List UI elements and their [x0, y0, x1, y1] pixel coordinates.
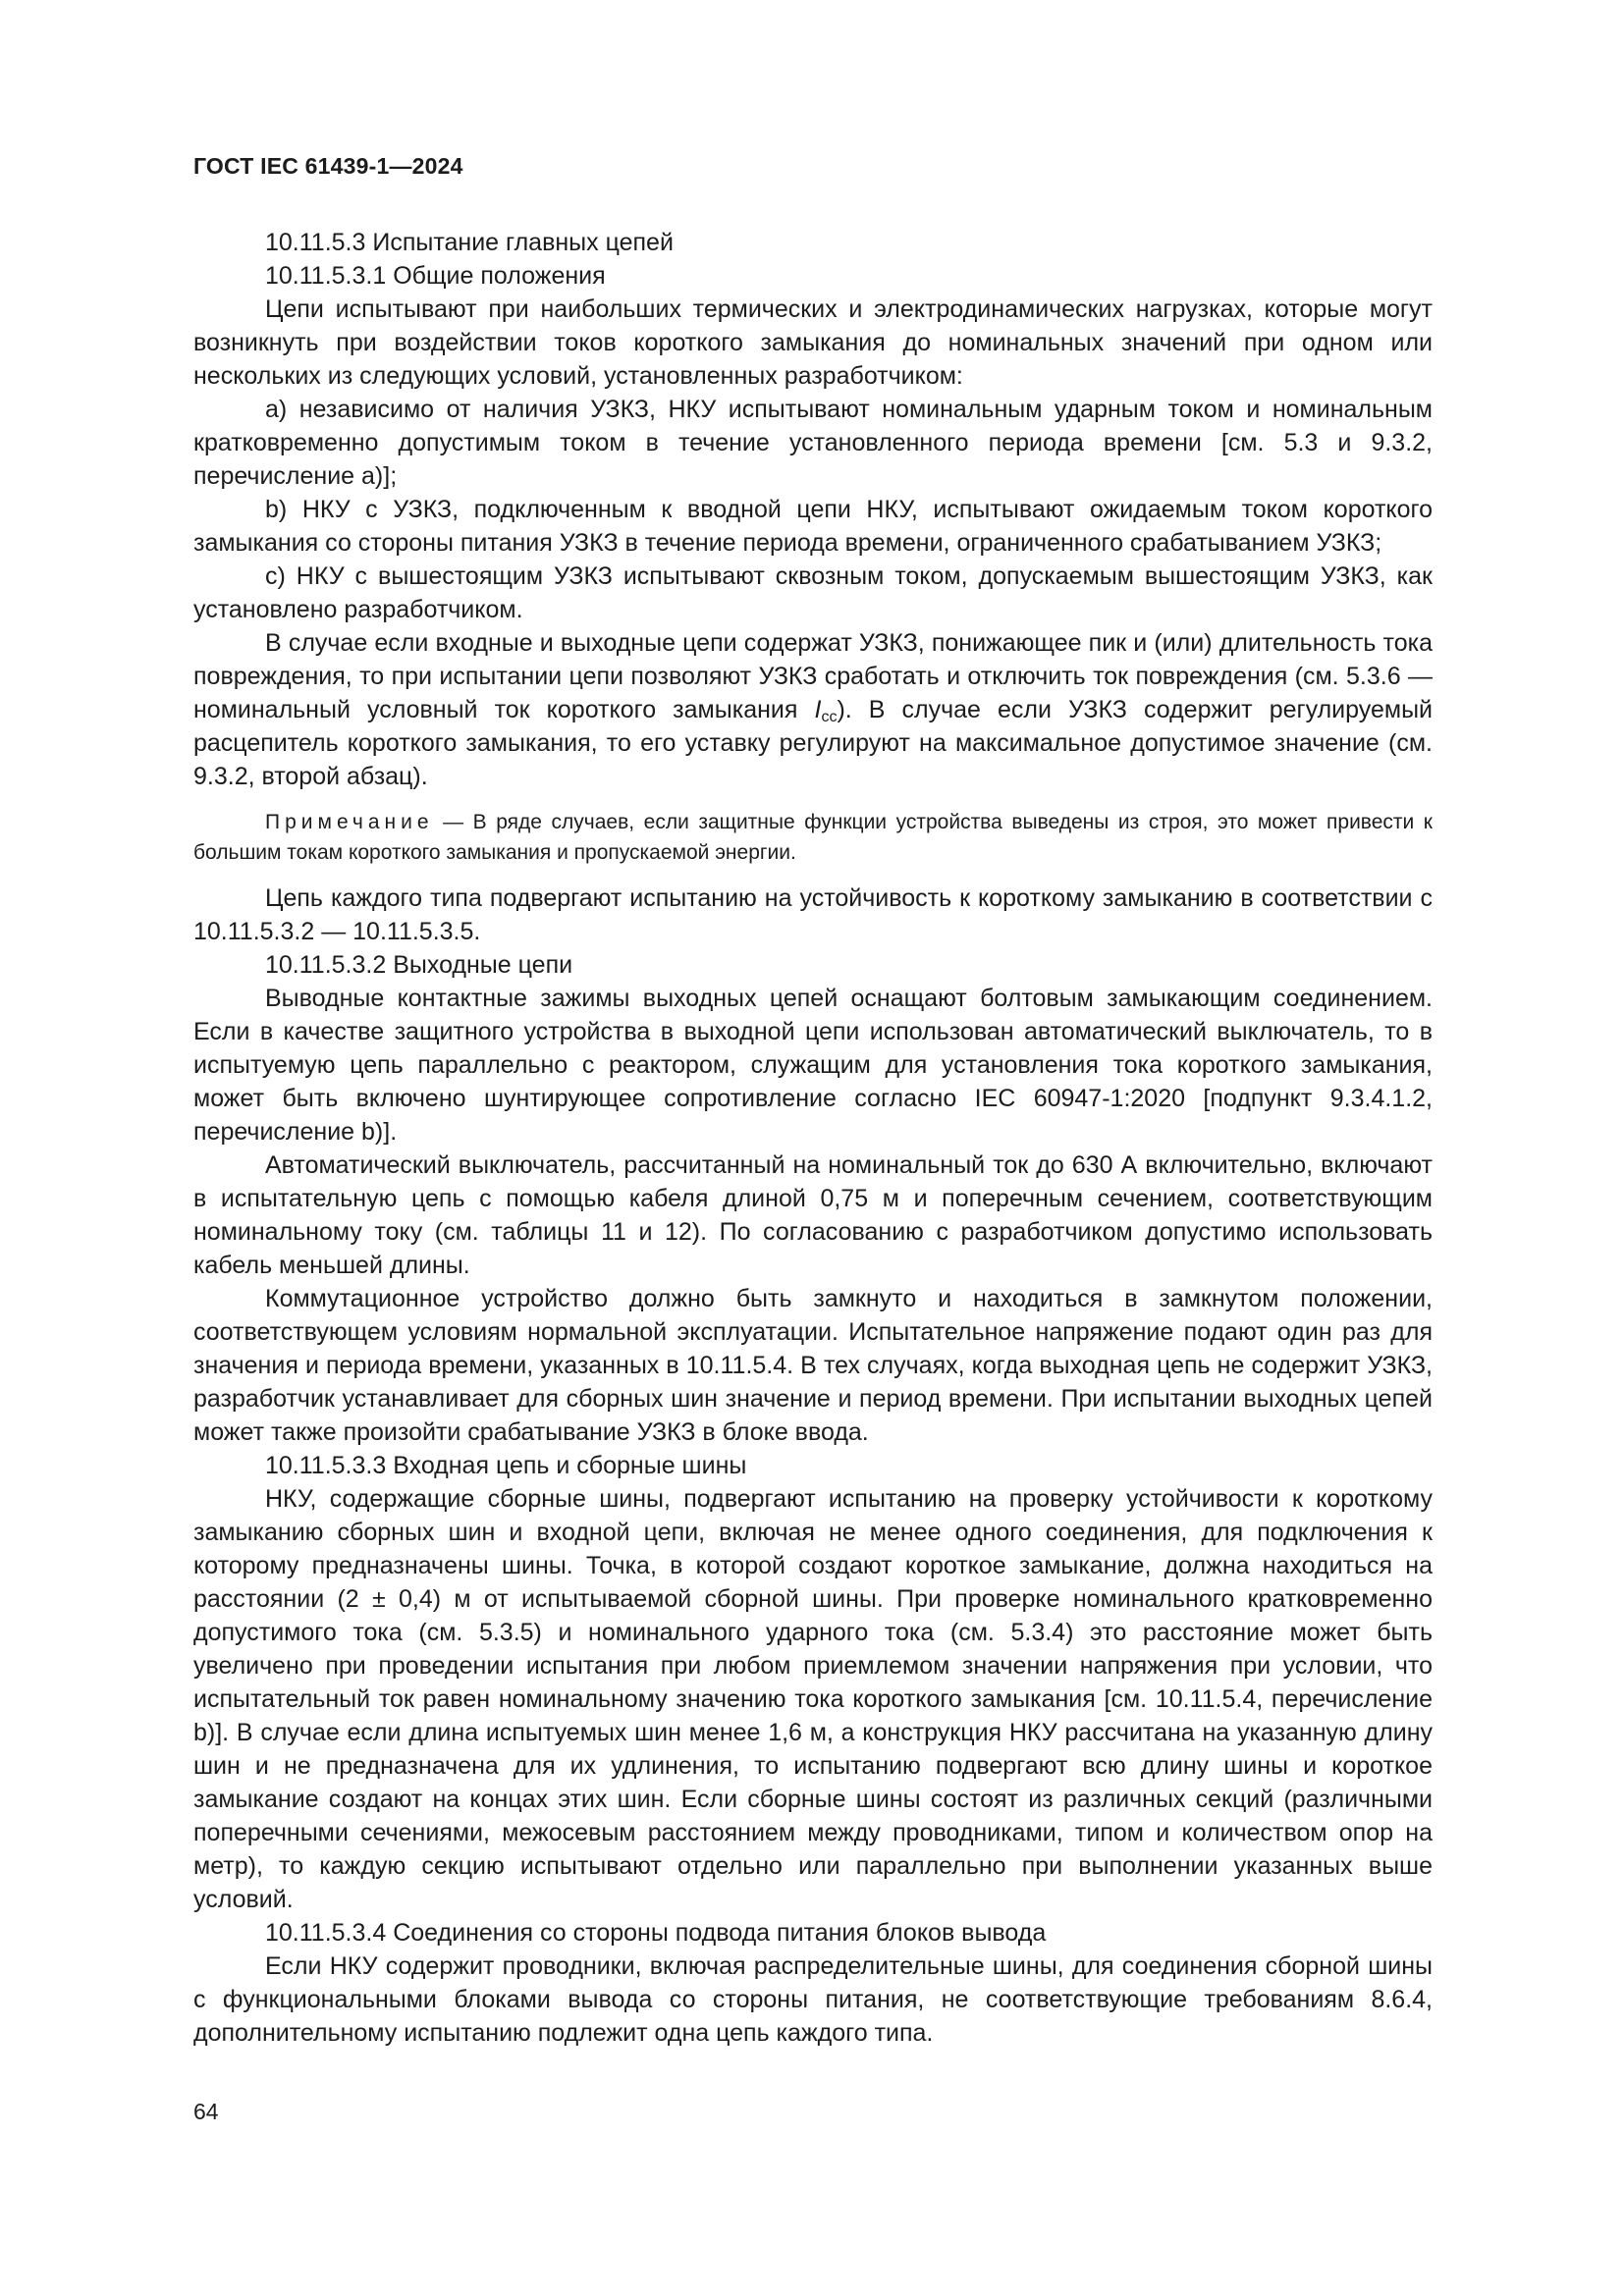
paragraph-supply-connections: Если НКУ содержит проводники, включая распределительные шины, для соединения сборной шины с функциональными блоками вывода со стороны питания, не соответствующие требованиям 8.6.4, дополнительному испытанию подлежит одна цепь каждого типа.	[193, 1952, 1433, 2047]
list-item-c: c) НКУ с вышестоящим УЗКЗ испытывают сквозным током, допускаемым вышестоящим УЗКЗ, как установлено разработчиком.	[193, 562, 1433, 623]
paragraph-output-terminals: Выводные контактные зажимы выходных цепей оснащают болтовым замыкающим соединением. Если в качестве защитного устройства в выходной цепи использован автоматический выключатель, то в испытуемую цепь параллельно с реактором, служащим для установления тока короткого замыкания, может быть включено шунтирующее сопротивление согласно IEC 60947-1:2020 [подпункт 9.3.4.1.2, перечисление b)].	[193, 985, 1433, 1146]
section-heading-10-11-5-3-3: 10.11.5.3.3 Входная цепь и сборные шины	[265, 1452, 747, 1479]
paragraph-switching-device: Коммутационное устройство должно быть замкнуто и находиться в замкнутом положении, соответствующем условиям нормальной эксплуатации. Испытательное напряжение подают один раз для значения и периода времени, указанных в 10.11.5.4. В тех случаях, когда выходная цепь не содержит УЗКЗ, разработчик устанавливает для сборных шин значение и период времени. При испытании выходных цепей может также произойти срабатывание УЗКЗ в блоке ввода.	[193, 1285, 1433, 1446]
symbol-subscript-cc: cc	[821, 709, 838, 725]
section-heading-10-11-5-3-1: 10.11.5.3.1 Общие положения	[265, 262, 606, 290]
section-heading-10-11-5-3-4: 10.11.5.3.4 Соединения со стороны подвода питания блоков вывода	[265, 1919, 1047, 1947]
paragraph-intro: Цепи испытывают при наибольших термических и электродинамических нагрузках, которые могут возникнуть при воздействии токов короткого замыкания до номинальных значений при одном или нескольких из следующих условий, установленных разработчиком:	[193, 295, 1433, 390]
note-text: — В ряде случаев, если защитные функции устройства выведены из строя, это может привести к большим токам короткого замыкания и пропускаемой энергии.	[193, 811, 1433, 864]
list-item-a: a) независимо от наличия УЗКЗ, НКУ испытывают номинальным ударным током и номинальным кратковременно допустимым током в течение установленного периода времени [см. 5.3 и 9.3.2, перечисление a)];	[193, 396, 1433, 490]
page-number: 64	[193, 2099, 219, 2124]
paragraph-circuit-types: Цепь каждого типа подвергают испытанию на устойчивость к короткому замыканию в соответствии с 10.11.5.3.2 — 10.11.5.3.5.	[193, 884, 1433, 945]
page-body	[193, 226, 1433, 2050]
section-heading-10-11-5-3: 10.11.5.3 Испытание главных цепей	[265, 229, 674, 256]
paragraph-uzkz-part1: В случае если входные и выходные цепи содержат УЗКЗ, понижающее пик и (или) длительность тока повреждения, то при испытании цепи позволяют УЗКЗ сработать и отключить ток повреждения (см. 5.3.6 — номинальный условный ток короткого замыкания	[193, 629, 1433, 723]
standard-header: ГОСТ IEC 61439-1—2024	[193, 153, 463, 179]
paragraph-uzkz-part2: ). В случае если УЗКЗ содержит регулируемый расцепитель короткого замыкания, то его уставку регулируют на максимальное допустимое значение (см. 9.3.2, второй абзац).	[193, 696, 1433, 790]
section-heading-10-11-5-3-2: 10.11.5.3.2 Выходные цепи	[265, 951, 573, 979]
note	[193, 807, 1433, 868]
list-item-b: b) НКУ с УЗКЗ, подключенным к вводной цепи НКУ, испытывают ожидаемым током короткого замыкания со стороны питания УЗКЗ в течение периода времени, ограниченного срабатыванием УЗКЗ;	[193, 496, 1433, 557]
paragraph-busbars: НКУ, содержащие сборные шины, подвергают испытанию на проверку устойчивости к короткому замыканию сборных шин и входной цепи, включая не менее одного соединения, для подключения к которому предназначены шины. Точка, в которой создают короткое замыкание, должна находиться на расстоянии (2 ± 0,4) м от испытываемой сборной шины. При проверке номинального кратковременно допустимого тока (см. 5.3.5) и номинального ударного тока (см. 5.3.4) это расстояние может быть увеличено при проведении испытания при любом приемлемом значении напряжения при условии, что испытательный ток равен номинальному значению тока короткого замыкания [см. 10.11.5.4, перечисление b)]. В случае если длина испытуемых шин менее 1,6 м, а конструкция НКУ рассчитана на указанную длину шин и не предназначена для их удлинения, то испытанию подвергают всю длину шины и короткое замыкание создают на концах этих шин. Если сборные шины состоят из различных секций (различными поперечными сечениями, межосевым расстоянием между проводниками, типом и количеством опор на метр), то каждую секцию испытывают отдельно или параллельно при выполнении указанных выше условий.	[193, 1485, 1433, 1913]
note-label: Примечание	[265, 811, 434, 833]
symbol-i: I	[814, 696, 822, 723]
paragraph-uzkz	[193, 626, 1433, 793]
paragraph-circuit-breaker: Автоматический выключатель, рассчитанный на номинальный ток до 630 А включительно, включают в испытательную цепь с помощью кабеля длиной 0,75 м и поперечным сечением, соответствующим номинальному току (см. таблицы 11 и 12). По согласованию с разработчиком допустимо использовать кабель меньшей длины.	[193, 1151, 1433, 1279]
